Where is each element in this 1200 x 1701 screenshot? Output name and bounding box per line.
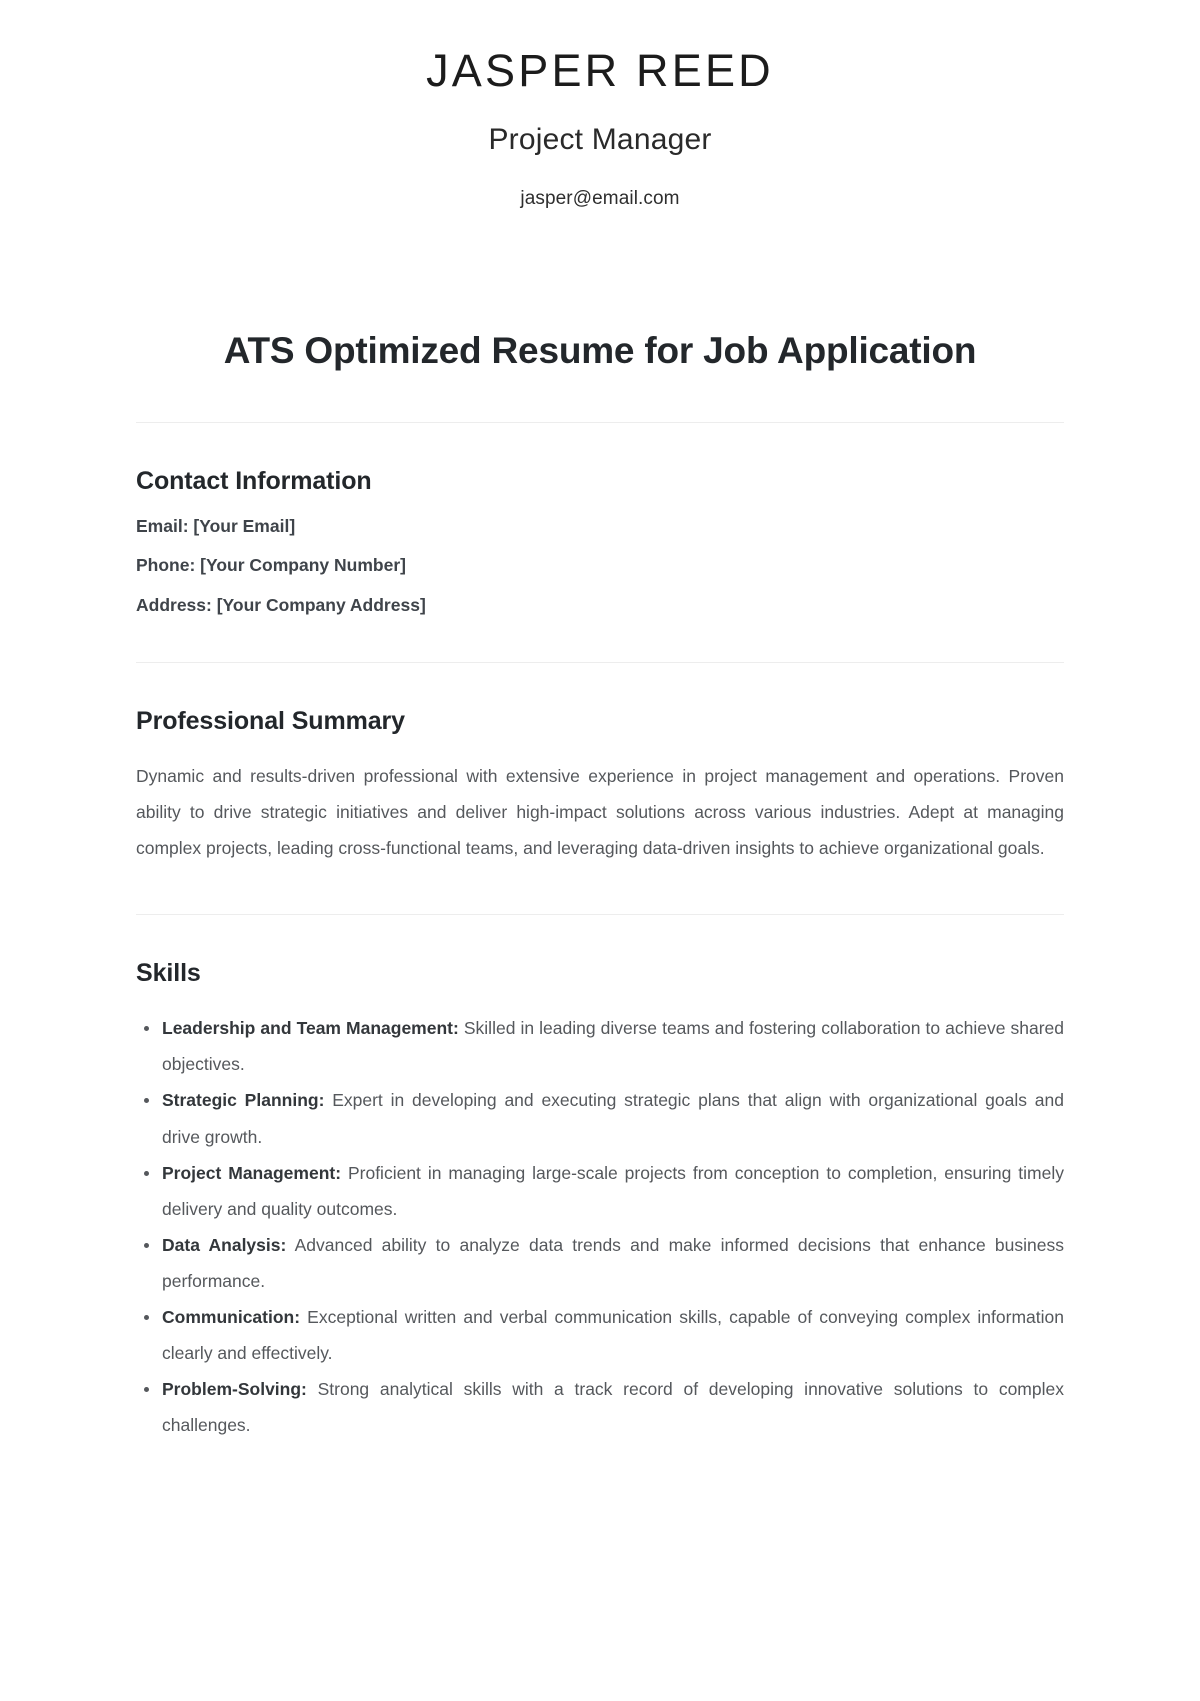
bottom-spacer <box>136 1443 1064 1503</box>
skill-list-item <box>162 1155 1064 1227</box>
skill-list-item <box>162 1371 1064 1443</box>
contact-information-section <box>136 423 1064 615</box>
professional-summary-section <box>136 663 1064 866</box>
skill-description: Exceptional written and verbal communication skills, capable of conveying complex information clearly and effectively. <box>162 1306 1064 1363</box>
skill-label: Communication: <box>162 1306 301 1327</box>
contact-information-heading: Contact Information <box>136 466 372 495</box>
skill-list-item <box>162 1299 1064 1371</box>
skill-description: Advanced ability to analyze data trends and make informed decisions that enhance business performance. <box>162 1234 1064 1291</box>
skill-label: Strategic Planning: <box>162 1090 325 1111</box>
letterhead <box>0 0 1200 210</box>
skill-list-item <box>162 1082 1064 1154</box>
skill-label: Leadership and Team Management: <box>162 1018 459 1039</box>
skills-section <box>136 915 1064 1443</box>
skill-label: Data Analysis: <box>162 1234 287 1255</box>
candidate-name: JASPER REED <box>426 45 774 96</box>
professional-summary-heading: Professional Summary <box>136 707 405 736</box>
skill-description: Expert in developing and executing strategic plans that align with organizational goals and drive growth. <box>162 1090 1064 1147</box>
skill-list-item <box>162 1010 1064 1082</box>
candidate-role: Project Manager <box>488 122 712 156</box>
skill-description: Proficient in managing large-scale projects from conception to completion, ensuring timely delivery and quality outcomes. <box>162 1162 1065 1219</box>
document-title: ATS Optimized Resume for Job Application <box>223 329 977 371</box>
document-body <box>136 210 1064 1503</box>
candidate-email: jasper@email.com <box>520 187 680 209</box>
skill-label: Problem-Solving: <box>162 1378 307 1399</box>
skills-list <box>136 1010 1064 1443</box>
contact-email-line: Email: [Your Email] <box>136 515 296 536</box>
skill-label: Project Management: <box>162 1162 342 1183</box>
contact-address-line: Address: [Your Company Address] <box>136 594 426 615</box>
professional-summary-text: Dynamic and results-driven professional with extensive experience in project management and operations. Proven ability to drive strategic initiatives and deliver high-impact solutions across various industries. Adept at managing complex projects, leading cross-functional teams, and leveraging data-driven insights to achieve organizational goals. <box>136 766 1064 859</box>
skill-description: Strong analytical skills with a track record of developing innovative solutions to complex challenges. <box>162 1378 1064 1435</box>
skills-heading: Skills <box>136 959 201 988</box>
skill-list-item <box>162 1227 1064 1299</box>
contact-phone-line: Phone: [Your Company Number] <box>136 555 406 576</box>
skill-description: Skilled in leading diverse teams and fostering collaboration to achieve shared objectives. <box>162 1018 1064 1075</box>
